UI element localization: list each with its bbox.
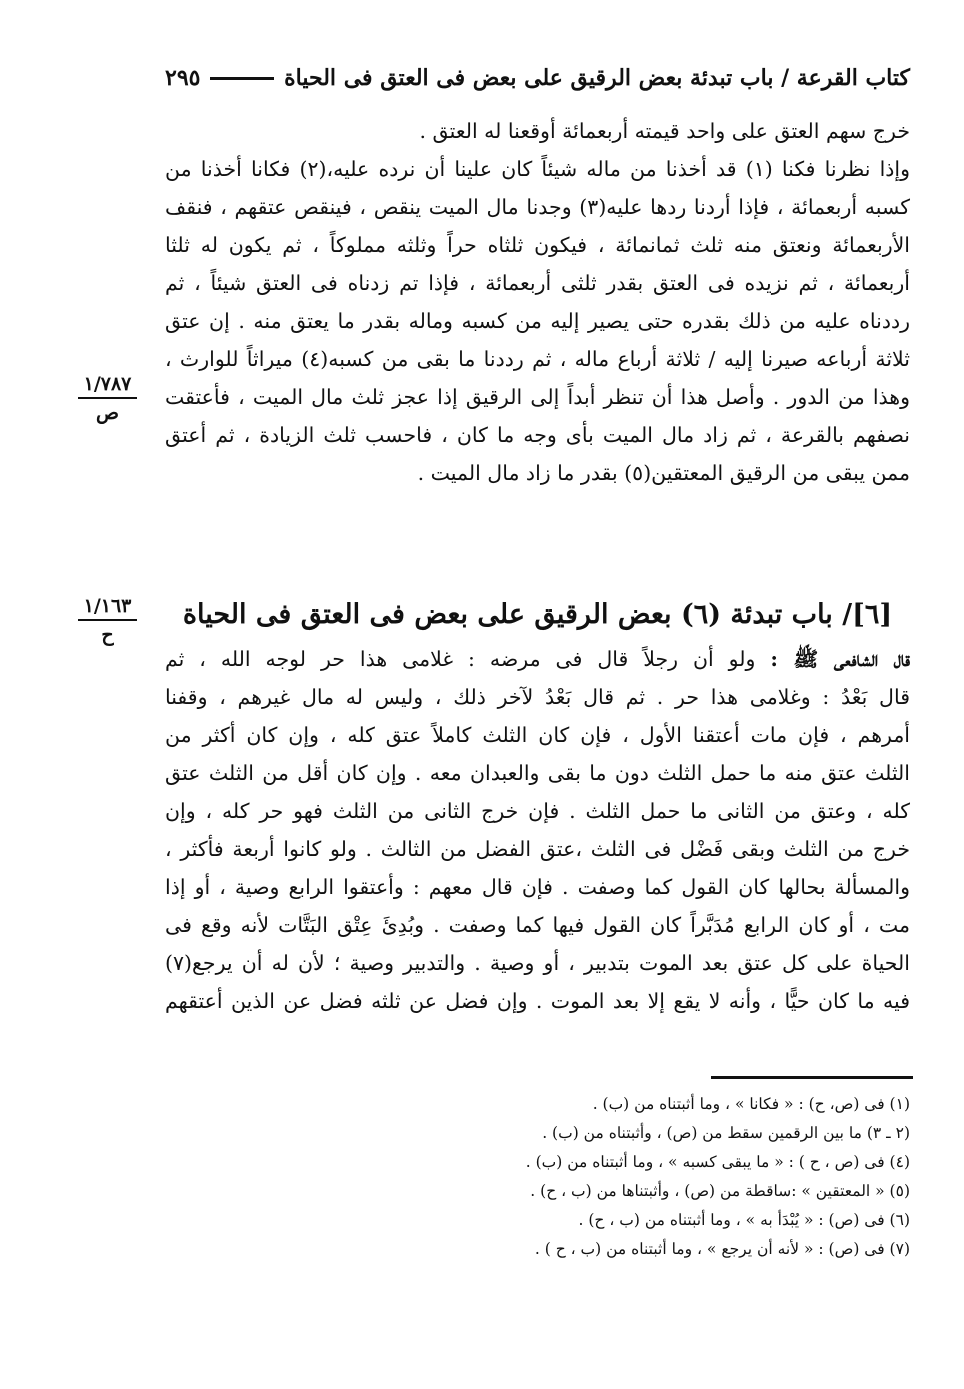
footnote: (٢ ـ ٣) ما بين الرقمين سقط من (ص) ، وأثبتناه من (ب) . (542, 1124, 910, 1142)
margin-note-source: ح (101, 624, 114, 646)
paragraph-line: نصفهم بالقرعة ، ثم زاد مال الميت بأى وجه ما كان ، فاحسب ثلث الزيادة ، ثم أعتق (165, 423, 910, 447)
paragraph-line-text: ولو أن رجلاً قال فى مرضه : غلامى هذا حر لوجه الله ، ثم (165, 647, 771, 671)
paragraph-line: مت ، أو كان الرابع مُدَبَّراً كان القول فيها كما وصفت . وبُدِئَ عِتْق البَتَّات لأنه وقع فى (165, 913, 910, 937)
paragraph-line: الثلث عتق منه ما حمل الثلث دون ما بقى والعبدان معه . وإن كان أقل من الثلث عتق (165, 761, 910, 785)
paragraph-line (165, 640, 910, 678)
footnote: (٧) فى (ص) : « لأنه أن يرجع » ، وما أثبتناه من (ب ، ح ) . (534, 1240, 910, 1258)
paragraph-line: وهذا من الدور . وأصل هذا أن تنظر أبداً إلى الرقيق إذا عجز ثلث مال الميت ، فأعتقت (165, 385, 910, 409)
page-number: ٢٩٥ (165, 65, 201, 91)
speaker-lead: قال الشافعى ﷺ : (770, 647, 910, 671)
margin-note-source: ص (96, 402, 119, 424)
footnote: (٥) « المعتقين » :ساقطة من (ص) ، وأثبتناها من (ب ، ح) . (530, 1182, 910, 1200)
footnote: (٤) فى (ص ، ح ) : « ما يبقى كسبه » ، وما أثبتناه من (ب) . (525, 1153, 910, 1171)
paragraph-line: الأربعمائة ونعتق منه ثلث ثمانمائة ، فيكون ثلثاه حراً وثلثه مملوكاً ، ثم يكون له ثلثا (165, 233, 910, 257)
section-2-text (165, 590, 910, 1020)
paragraph-line: كله ، وعتق من الثانى ما حمل الثلث . فإن خرج الثانى من الثلث فهو حر كله ، وإن (165, 799, 910, 823)
footnotes (300, 1090, 910, 1264)
footnote: (٦) فى (ص) : « يُبْدَأ به » ، وما أثبتناه من (ب ، ح) . (578, 1211, 910, 1229)
paragraph-line: كسبه أربعمائة ، فإذا أردنا ردها عليه(٣) وجدنا مال الميت ينقص ، فينقص عتقهم ، فنقف (165, 195, 910, 219)
paragraph-line: أربعمائة ، ثم نزيده فى العتق بقدر ثلثى أربعمائة ، فإذا تم زدناه فى العتق شيئاً ، ثم (165, 271, 910, 295)
margin-note (70, 373, 145, 425)
paragraph-line: أمرهم ، فإن مات أعتقنا الأول ، فإن كان الثلث كاملاً عتق كله ، وإن كان أكثر من (165, 723, 910, 747)
paragraph-line: والمسألة بحالها كان القول كما وصفت . فإن قال معهم : وأعتقوا الرابع وصية ، أو إذا (165, 875, 910, 899)
paragraph-line: خرج من الثلث وبقى فَضْل فى الثلث ،عتق الفضل من الثالث . ولو كانوا أربعة فأكثر ، (165, 837, 910, 861)
header-title: كتاب القرعة / باب تبدئة بعض الرقيق على بعض فى العتق فى الحياة (284, 65, 910, 91)
header-rule (210, 77, 274, 80)
margin-note-ref: ١/٧٨٧ (83, 373, 132, 395)
chapter-heading: [٦]/ باب تبدئة (٦) بعض الرقيق على بعض فى العتق فى الحياة (182, 599, 893, 630)
margin-note-ref: ١/١٦٣ (83, 595, 132, 617)
margin-note (70, 595, 145, 647)
paragraph-line: الحياة على كل عتق بعد الموت بتدبير ، أو وصية . والتدبير وصية ؛ لأن له أن يرجع(٧) (165, 951, 910, 975)
section-1-text (165, 112, 910, 492)
footnote-separator (711, 1076, 913, 1079)
paragraph-line: فيه ما كان حيًّا ، وأنه لا يقع إلا بعد الموت . وإن فضل عن ثلثه فضل عن الذين أعتقهم (165, 989, 910, 1013)
paragraph-line: خرج سهم العتق على واحد قيمته أربعمائة أوقعنا له العتق . (419, 119, 910, 143)
running-header (165, 58, 910, 98)
paragraph-line: وإذا نظرنا فكنا (١) قد أخذنا من ماله شيئاً كان علينا أن نرده عليه،(٢) فكانا أخذنا من (165, 157, 910, 181)
footnote: (١) فى (ص، ح) : « فكانا » ، وما أثبتناه من (ب) . (592, 1095, 910, 1113)
paragraph-line: قال بَعْدُ : وغلامى هذا حر . ثم قال بَعْدُ لآخر ذلك ، وليس له مال غيرهم ، وقفنا (165, 685, 910, 709)
paragraph-line: ممن يبقى من الرقيق المعتقين(٥) بقدر ما زاد مال الميت . (417, 461, 910, 485)
paragraph-line: ثلاثة أرباعه صيرنا إليه / ثلاثة أرباع ماله ، ثم رددنا ما بقى من كسبه(٤) ميراثاً للوارث ، (165, 347, 910, 371)
paragraph-line: رددناه عليه من ذلك بقدره حتى يصير إليه من كسبه وماله بقدر ما يعتق منه . إن عتق (165, 309, 910, 333)
